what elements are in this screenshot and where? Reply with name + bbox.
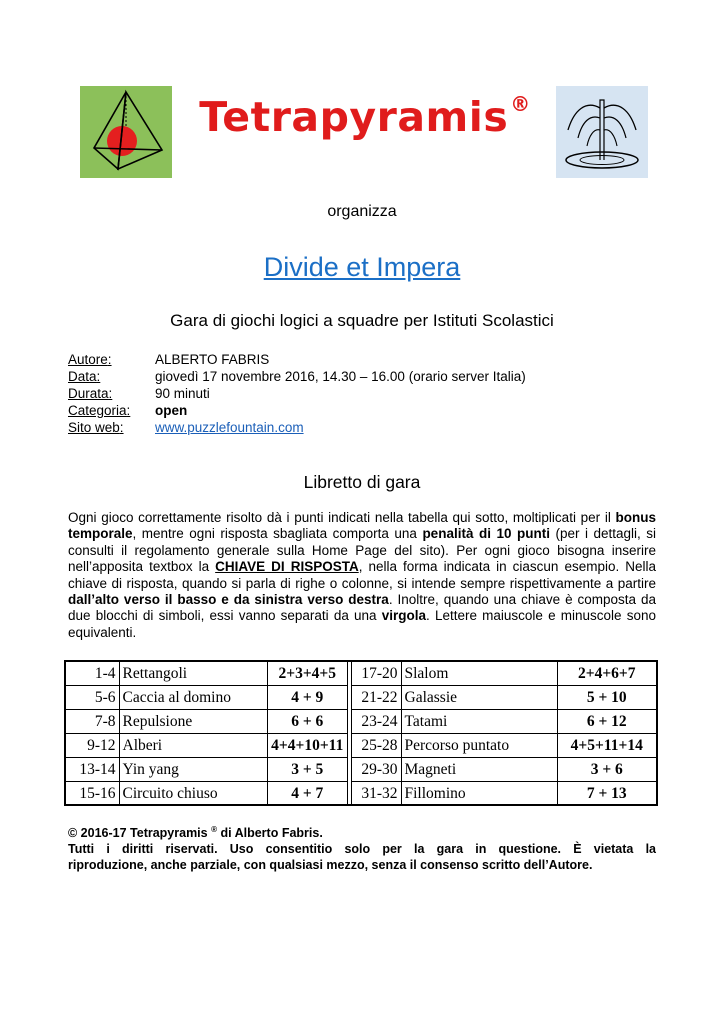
info-label: Categoria: [68, 403, 131, 418]
info-label: Autore: [68, 352, 112, 367]
info-row-duration [68, 386, 210, 402]
brand-title [180, 92, 550, 141]
tetrahedron-logo-icon [80, 86, 172, 178]
table-row: 5-6 Caccia al domino 4 + 9 [66, 686, 347, 710]
booklet-heading: Libretto di gara [303, 472, 421, 492]
table-row: 25-28 Percorso puntato 4+5+11+14 [351, 734, 656, 758]
rules-paragraph: Ogni gioco correttamente risolto dà i punti indicati nella tabella qui sotto, moltiplicati per il bonus temporale, mentre ogni risposta sbagliata comporta una penalità di 10 punti (per i dettagli, si consulti il regolamento generale sulla Home Page del sito). Per ogni gioco bisogna inserire nell’apposita textbox la CHIAVE DI RISPOSTA, nella forma indicata in ciascun esempio. Nella chiave di risposta, quando si parla di righe o colonne, si intende sempre rispettivamente a partire dall’alto verso il basso e da sinistra verso destra. Inoltre, quando una chiave è composta da due blocchi di simboli, essi vanno separati da una virgola. Lettere maiuscole e minuscole sono equivalenti. [68, 510, 657, 640]
info-row-author [68, 352, 269, 368]
info-row-category [68, 403, 187, 419]
table-row: 21-22 Galassie 5 + 10 [351, 686, 656, 710]
info-row-date [68, 369, 526, 385]
table-row: 7-8 Repulsione 6 + 6 [66, 710, 347, 734]
table-row: 13-14 Yin yang 3 + 5 [66, 758, 347, 782]
copyright-line: © 2016-17 Tetrapyramis ® di Alberto Fabris. [68, 825, 323, 840]
event-title: Divide et Impera [263, 252, 461, 282]
info-label: Sito web: [68, 420, 124, 435]
info-label: Data: [68, 369, 101, 384]
table-row: 17-20 Slalom 2+4+6+7 [351, 662, 656, 686]
info-value: open [155, 403, 188, 418]
info-row-website [68, 420, 304, 436]
info-value: 90 minuti [155, 386, 210, 401]
organizer-label: organizza [327, 203, 397, 220]
rights-line: Tutti i diritti riservati. Uso consentitio solo per la gara in questione. È vietata la [68, 842, 656, 856]
table-row: 23-24 Tatami 6 + 12 [351, 710, 656, 734]
table-row: 1-4 Rettangoli 2+3+4+5 [66, 662, 347, 686]
scores-table [64, 660, 658, 806]
info-value: ALBERTO FABRIS [155, 352, 270, 367]
brand-name: Tetrapyramis [199, 93, 509, 141]
rights-line: riproduzione, anche parziale, con qualsiasi mezzo, senza il consenso scritto dell’Autore. [68, 858, 593, 872]
fountain-logo-icon [556, 86, 648, 178]
table-row: 15-16 Circuito chiuso 4 + 7 [66, 782, 347, 806]
table-row: 29-30 Magneti 3 + 6 [351, 758, 656, 782]
info-label: Durata: [68, 386, 113, 401]
scores-table-right [351, 662, 656, 805]
registered-mark: ® [510, 92, 531, 116]
copyright-notice [68, 822, 656, 873]
table-row: 31-32 Fillomino 7 + 13 [351, 782, 656, 806]
info-value: giovedì 17 novembre 2016, 14.30 – 16.00 (orario server Italia) [155, 369, 526, 384]
table-row: 9-12 Alberi 4+4+10+11 [66, 734, 347, 758]
event-subtitle: Gara di giochi logici a squadre per Istituti Scolastici [170, 311, 554, 330]
website-link[interactable]: www.puzzlefountain.com [155, 420, 304, 435]
scores-table-left [66, 662, 347, 805]
